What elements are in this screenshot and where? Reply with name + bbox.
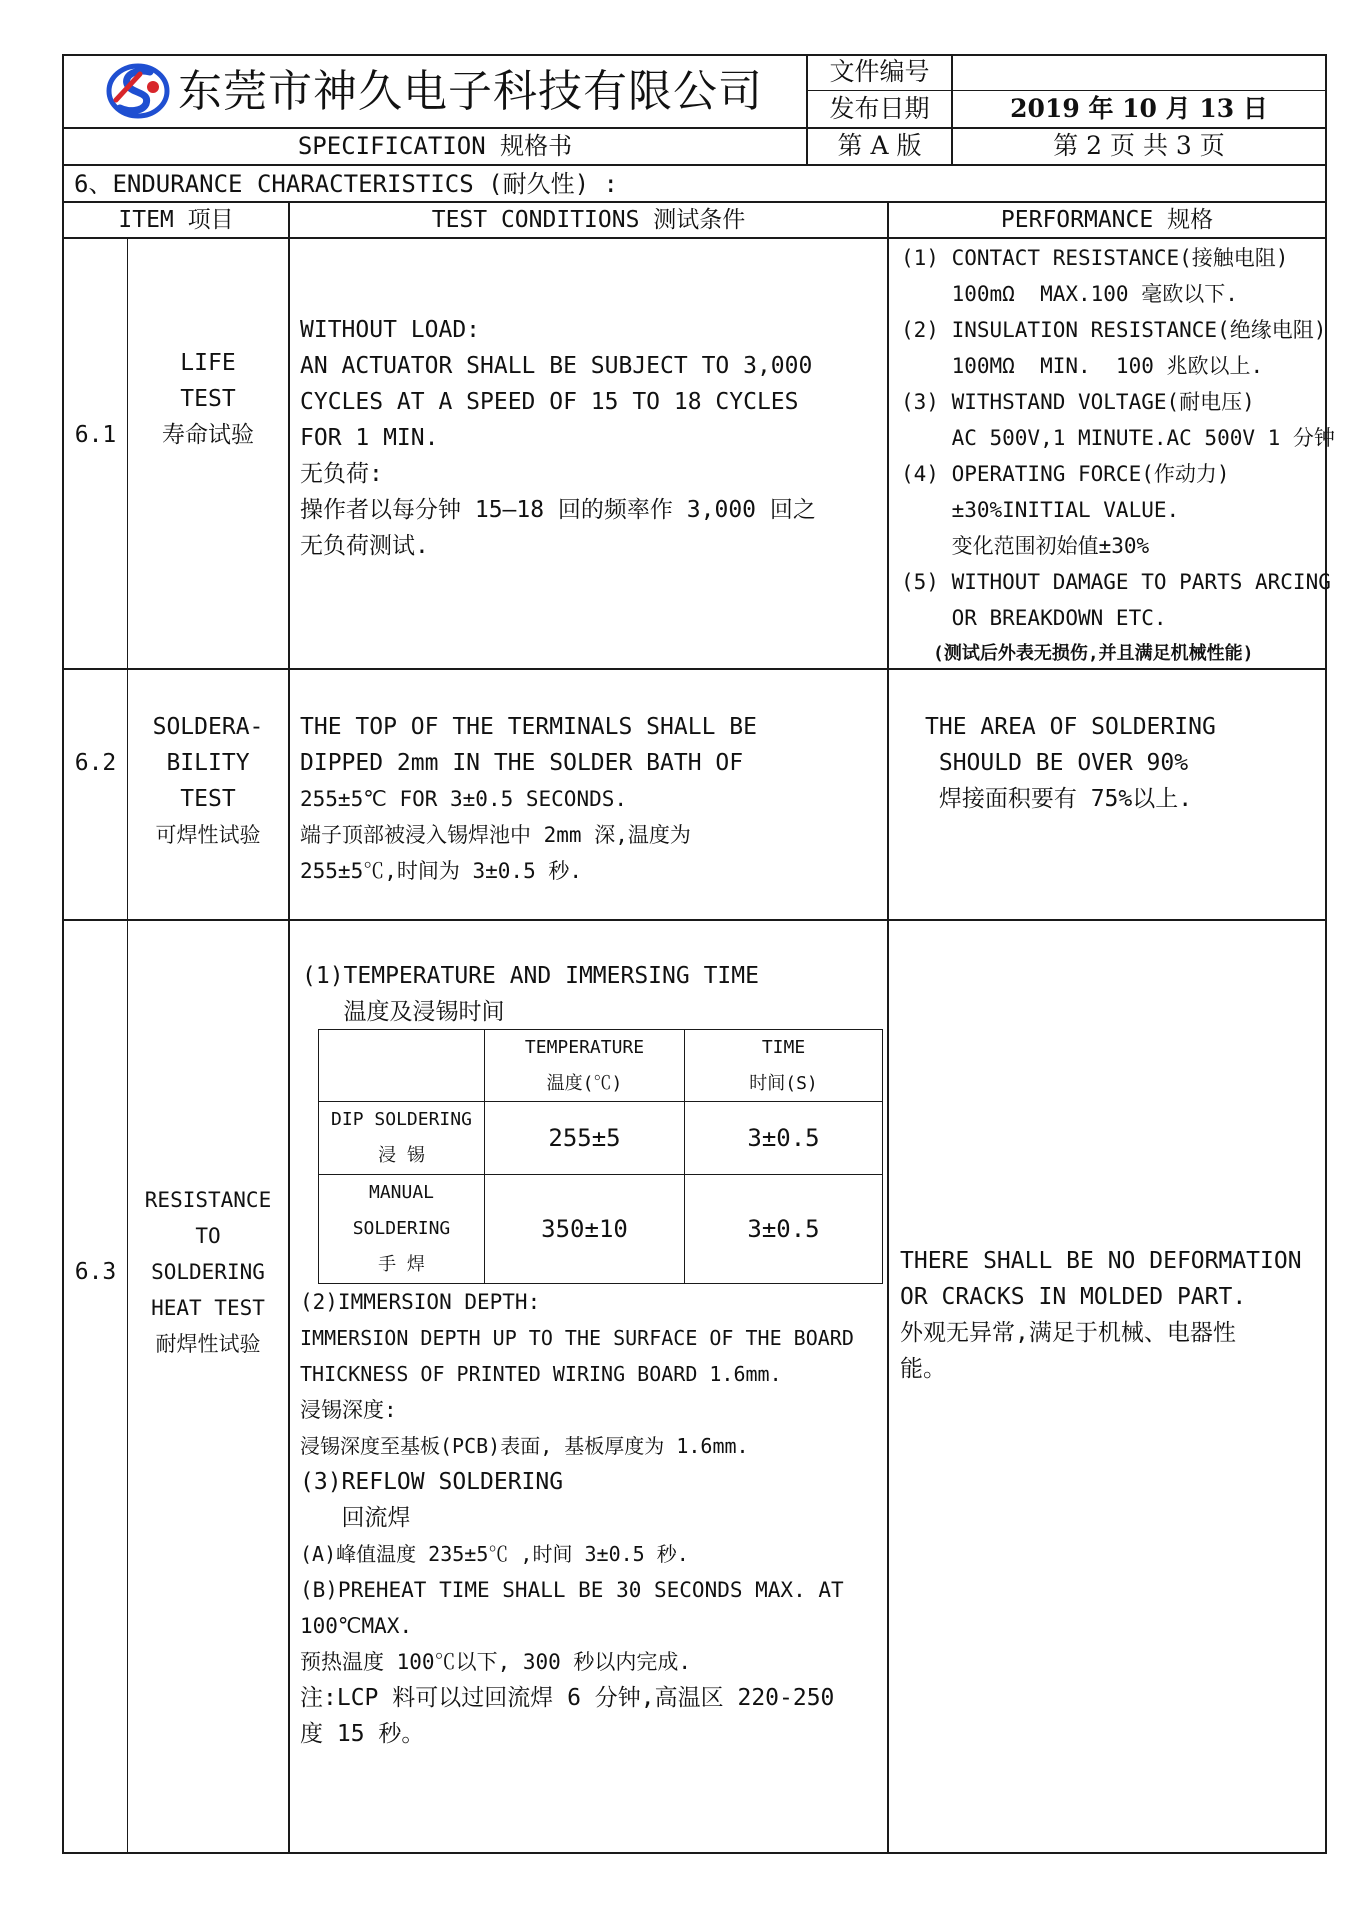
- dip-soldering-label: DIP SOLDERING 浸 锡: [331, 1109, 472, 1166]
- performance-spec: (1) CONTACT RESISTANCE(接触电阻) 100mΩ MAX.100 毫欧以下. (2) INSULATION RESISTANCE(绝缘电阻) 100MΩ MIN. 100 兆欧以上. (3) WITHSTAND VOLTAGE(耐电压) AC 500V,1 MINUTE.AC 500V 1 分钟 (4) OPERATING FORCE(作动力) ±30%INITIAL VALUE. 变化范围初始值±30% (5) WITHOUT DAMAGE TO PARTS ARCING OR BREAKDOWN ETC. (测试后外表无损伤,并且满足机械性能): [901, 240, 1335, 672]
- item-name: LIFE TEST 寿命试验: [162, 350, 254, 448]
- item-name: SOLDERA- BILITY TEST 可焊性试验: [152, 714, 264, 847]
- dip-soldering-time: 3±0.5: [747, 1124, 820, 1152]
- doc-no-label: 文件编号: [829, 57, 930, 86]
- company-logo-icon: [106, 62, 170, 120]
- performance-spec: THE AREA OF SOLDERING SHOULD BE OVER 90% 焊接面积要有 75%以上.: [925, 714, 1216, 812]
- row-number: 6.3: [74, 1259, 117, 1285]
- manual-soldering-label: MANUAL SOLDERING 手 焊: [352, 1182, 451, 1275]
- manual-soldering-time: 3±0.5: [747, 1215, 820, 1243]
- release-date-label: 发布日期: [829, 94, 930, 123]
- temperature-header: TEMPERATURE 温度(℃): [524, 1037, 645, 1094]
- section-title: 6、ENDURANCE CHARACTERISTICS (耐久性) :: [74, 170, 618, 198]
- column-header-conditions: TEST CONDITIONS 测试条件: [431, 207, 746, 233]
- time-header: TIME 时间(S): [749, 1037, 818, 1094]
- company-name: 东莞市神久电子科技有限公司: [178, 66, 763, 117]
- row-number: 6.2: [74, 750, 117, 776]
- column-header-item: ITEM 项目: [118, 207, 234, 233]
- release-date: 2019 年 10 月 13 日: [1010, 94, 1268, 123]
- edition: 第 A 版: [837, 131, 922, 160]
- row-number: 6.1: [74, 422, 117, 448]
- spec-title: SPECIFICATION 规格书: [297, 132, 573, 160]
- test-conditions-intro: (1)TEMPERATURE AND IMMERSING TIME 温度及浸锡时间: [302, 963, 759, 1025]
- dip-soldering-temperature: 255±5: [548, 1124, 621, 1152]
- page-number: 第 2 页 共 3 页: [1053, 131, 1225, 160]
- manual-soldering-temperature: 350±10: [541, 1215, 628, 1243]
- performance-note: (测试后外表无损伤,并且满足机械性能): [933, 643, 1254, 664]
- column-header-performance: PERFORMANCE 规格: [1000, 207, 1214, 233]
- test-conditions: WITHOUT LOAD: AN ACTUATOR SHALL BE SUBJECT TO 3,000 CYCLES AT A SPEED OF 15 TO 18 CYCLES FOR 1 MIN. 无负荷: 操作者以每分钟 15—18 回的频率作 3,000 回之 无负荷测试.: [300, 317, 816, 559]
- test-conditions-detail: (2)IMMERSION DEPTH: IMMERSION DEPTH UP TO THE SURFACE OF THE BOARD THICKNESS OF PRINTED WIRING BOARD 1.6mm. 浸锡深度: 浸锡深度至基板(PCB)表面, 基板厚度为 1.6mm. (3)REFLOW SOLDERING 回流焊 (A)峰值温度 235±5℃ ,时间 3±0.5 秒. (B)PREHEAT TIME SHALL BE 30 SECONDS MAX. AT 100℃MAX. 预热温度 100℃以下, 300 秒以内完成. 注:LCP 料可以过回流焊 6 分钟,高温区 220-250 度 15 秒。: [300, 1290, 854, 1747]
- performance-spec: THERE SHALL BE NO DEFORMATION OR CRACKS IN MOLDED PART. 外观无异常,满足于机械、电器性 能。: [900, 1248, 1302, 1382]
- test-conditions: THE TOP OF THE TERMINALS SHALL BE DIPPED 2mm IN THE SOLDER BATH OF 255±5℃ FOR 3±0.5 SECONDS. 端子顶部被浸入锡焊池中 2mm 深,温度为 255±5℃,时间为 3±0.5 秒.: [300, 714, 757, 883]
- item-name: RESISTANCE TO SOLDERING HEAT TEST 耐焊性试验: [144, 1188, 272, 1356]
